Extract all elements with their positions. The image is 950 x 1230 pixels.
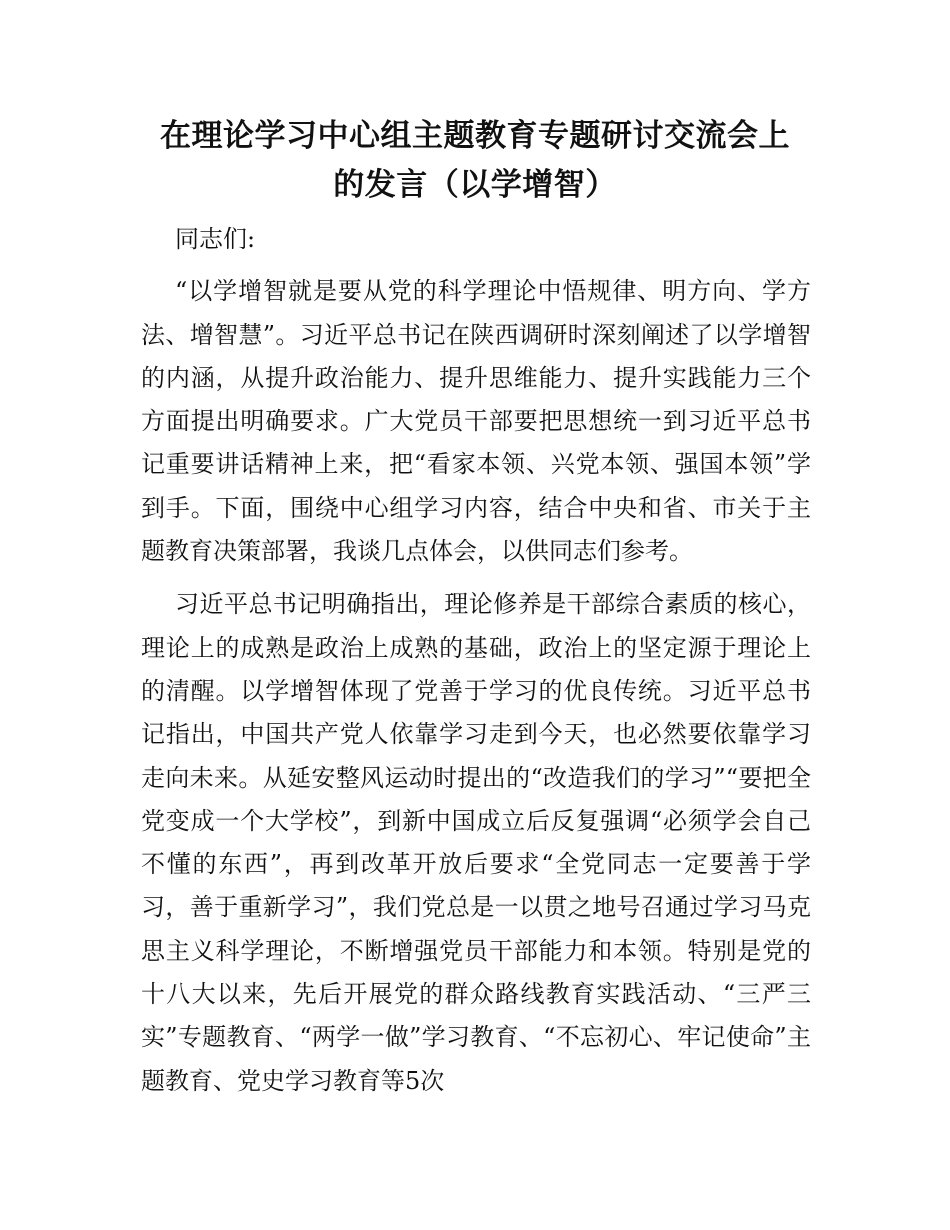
- document-title: [120, 112, 830, 210]
- salutation: 同志们:: [175, 225, 256, 253]
- title-line-2: 的发言（以学增智）: [333, 167, 617, 203]
- document-body: [141, 218, 811, 1103]
- body-paragraph-2: 习近平总书记明确指出，理论修养是干部综合素质的核心，理论上的成熟是政治上成熟的基础，政治上的坚定源于理论上的清醒。以学增智体现了党善于学习的优良传统。习近平总书记指出，中国共产党人依靠学习走到今天，也必然要依靠学习走向未来。从延安整风运动时提出的“改造我们的学习”“要把全党变成一个大学校”，到新中国成立后反复强调“必须学会自己不懂的东西”，再到改革开放后要求“全党同志一定要善于学习，善于重新学习”，我们党总是一以贯之地号召通过学习马克思主义科学理论，不断增强党员干部能力和本领。特别是党的十八大以来，先后开展党的群众路线教育实践活动、“三严三实”专题教育、“两学一做”学习教育、“不忘初心、牢记使命”主题教育、党史学习教育等5次: [141, 590, 811, 1095]
- body-paragraph-1: “以学增智就是要从党的科学理论中悟规律、明方向、学方法、增智慧”。习近平总书记在陕西调研时深刻阐述了以学增智的内涵，从提升政治能力、提升思维能力、提升实践能力三个方面提出明确要求。广大党员干部要把思想统一到习近平总书记重要讲话精神上来，把“看家本领、兴党本领、强国本领”学到手。下面，围绕中心组学习内容，结合中央和省、市关于主题教育决策部署，我谈几点体会，以供同志们参考。: [141, 277, 811, 566]
- title-line-1: 在理论学习中心组主题教育专题研讨交流会上: [160, 118, 790, 154]
